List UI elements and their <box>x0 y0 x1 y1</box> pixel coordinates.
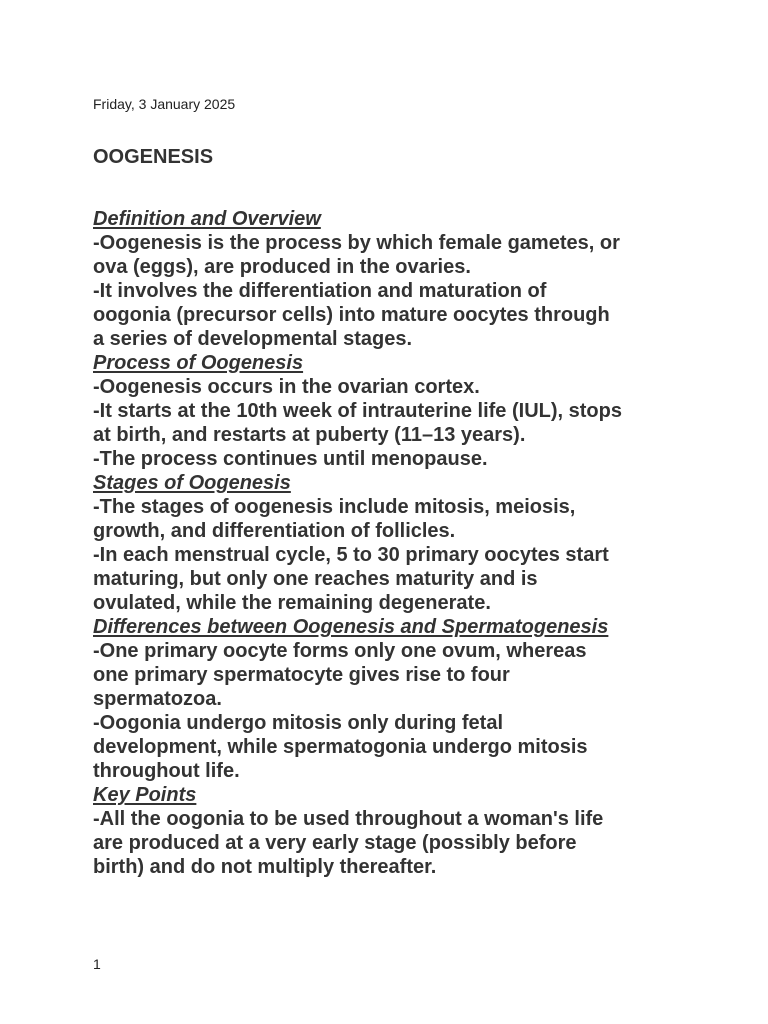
text-line: -The process continues until menopause. <box>93 448 488 470</box>
section-process <box>93 351 693 471</box>
section-stages <box>93 471 693 615</box>
text-line: spermatozoa. <box>93 688 222 710</box>
text-line: are produced at a very early stage (possibly before <box>93 832 577 854</box>
text-line: -All the oogonia to be used throughout a woman's life <box>93 808 604 830</box>
text-line: -In each menstrual cycle, 5 to 30 primary oocytes start <box>93 544 609 566</box>
text-line: -Oogonia undergo mitosis only during fetal <box>93 712 503 734</box>
text-line: -It involves the differentiation and maturation of <box>93 280 547 302</box>
text-line: at birth, and restarts at puberty (11–13 years). <box>93 424 526 446</box>
text-line: oogonia (precursor cells) into mature oocytes through <box>93 304 610 326</box>
text-line: ova (eggs), are produced in the ovaries. <box>93 256 471 278</box>
page-number: 1 <box>93 956 101 972</box>
section-heading: Definition and Overview <box>93 208 321 230</box>
document-date: Friday, 3 January 2025 <box>93 96 236 112</box>
text-line: ovulated, while the remaining degenerate. <box>93 592 491 614</box>
text-line: one primary spermatocyte gives rise to four <box>93 664 510 686</box>
section-differences <box>93 615 693 783</box>
text-line: -Oogenesis is the process by which female gametes, or <box>93 232 620 254</box>
text-line: -Oogenesis occurs in the ovarian cortex. <box>93 376 480 398</box>
text-line: -One primary oocyte forms only one ovum, whereas <box>93 640 587 662</box>
text-line: maturing, but only one reaches maturity and is <box>93 568 538 590</box>
text-line: throughout life. <box>93 760 240 782</box>
text-line: a series of developmental stages. <box>93 328 413 350</box>
document-body <box>93 207 693 879</box>
section-heading: Process of Oogenesis <box>93 352 304 374</box>
text-line: -It starts at the 10th week of intrauterine life (IUL), stops <box>93 400 622 422</box>
section-heading: Differences between Oogenesis and Spermatogenesis <box>93 616 609 638</box>
text-line: -The stages of oogenesis include mitosis, meiosis, <box>93 496 576 518</box>
section-heading: Stages of Oogenesis <box>93 472 291 494</box>
section-definition-overview <box>93 207 693 351</box>
text-line: birth) and do not multiply thereafter. <box>93 856 437 878</box>
section-key-points <box>93 783 693 879</box>
document-title: OOGENESIS <box>93 146 214 168</box>
text-line: growth, and differentiation of follicles. <box>93 520 456 542</box>
text-line: development, while spermatogonia undergo mitosis <box>93 736 588 758</box>
section-heading: Key Points <box>93 784 197 806</box>
